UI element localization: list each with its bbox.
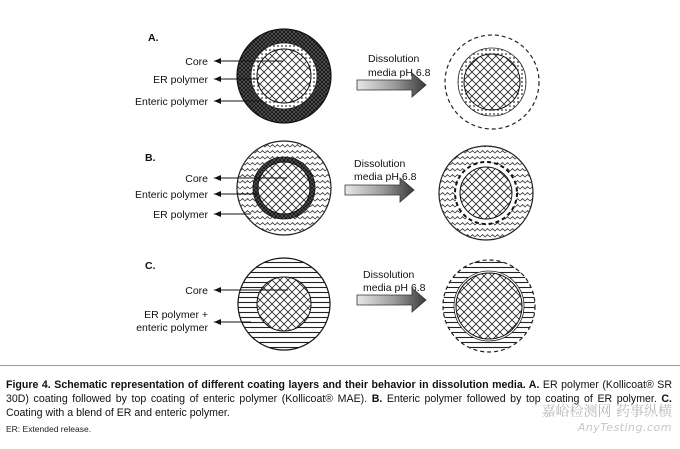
panel-a-label-core: Core	[185, 56, 208, 68]
panel-c-result-tablet	[443, 260, 535, 352]
panel-c-letter: C.	[145, 260, 156, 272]
caption-lead: Figure 4. Schematic representation of different coating layers and their behavior in dissolution media. A.	[6, 379, 540, 391]
panel-b-arrow-text-2: media pH 6.8	[354, 171, 417, 183]
panel-a-letter: A.	[148, 32, 159, 44]
footnote: ER: Extended release.	[6, 424, 92, 434]
caption-separator	[0, 365, 680, 366]
caption-b-text: Enteric polymer followed by top coating of ER polymer.	[382, 393, 662, 405]
panel-b	[135, 141, 533, 240]
panel-a-label-enteric: Enteric polymer	[135, 96, 208, 108]
caption-c-text: Coating with a blend of ER and enteric polymer.	[6, 407, 230, 419]
watermark-en: AnyTesting.com	[577, 421, 672, 434]
panel-a	[135, 29, 539, 129]
panel-c	[136, 258, 535, 352]
panel-c-label-blend-1: ER polymer +	[144, 309, 208, 321]
caption-a-text: ER polymer (Kollicoat® SR 30D) coating followed by top coating of enteric polymer (Kollicoat® MAE).	[6, 379, 672, 405]
panel-c-arrow-text-2: media pH 6.8	[363, 282, 426, 294]
caption-b-letter: B.	[371, 393, 383, 405]
panel-b-arrow-text-1: Dissolution	[354, 158, 406, 170]
panel-b-result-tablet	[439, 146, 533, 240]
caption-c-letter: C.	[661, 393, 672, 405]
panel-c-tablet	[238, 258, 330, 350]
watermark-cn: 嘉峪检测网 药事纵横	[541, 404, 672, 420]
panel-c-arrow-text-1: Dissolution	[363, 269, 415, 281]
panel-a-label-er: ER polymer	[153, 74, 208, 86]
panel-a-arrow-text-2: media pH 6.8	[368, 67, 431, 79]
panel-b-label-er: ER polymer	[153, 209, 208, 221]
panel-b-label-core: Core	[185, 173, 208, 185]
panel-a-tablet	[237, 29, 331, 123]
panel-a-arrow-text-1: Dissolution	[368, 53, 420, 65]
panel-c-label-core: Core	[185, 285, 208, 297]
panel-c-label-blend-2: enteric polymer	[136, 322, 208, 334]
panel-b-letter: B.	[145, 152, 156, 164]
panel-a-result-tablet	[445, 35, 539, 129]
panel-b-tablet	[237, 141, 331, 235]
watermark	[542, 404, 672, 436]
panel-b-label-enteric: Enteric polymer	[135, 189, 208, 201]
